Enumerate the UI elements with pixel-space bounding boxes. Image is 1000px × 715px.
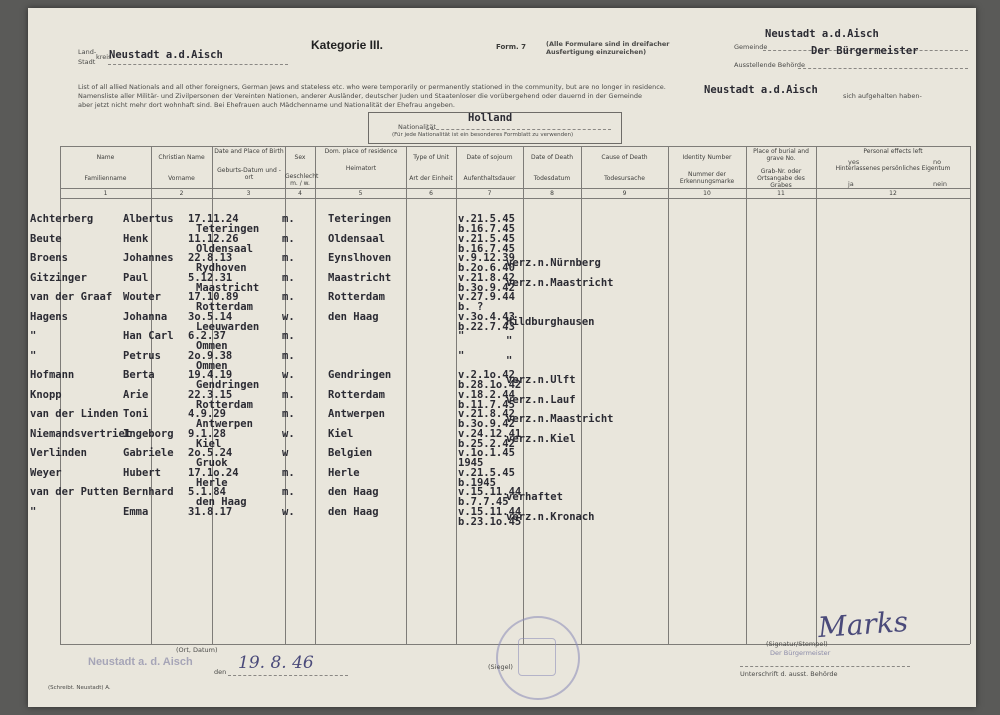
- row-surname: van der Linden: [30, 408, 119, 420]
- row-sojourn-from: v.27.9.44: [458, 291, 515, 303]
- date-handwritten: 19. 8. 46: [238, 653, 314, 673]
- row-sex: m.: [282, 330, 295, 342]
- row-birth-place: Gendringen: [196, 379, 260, 391]
- row-home-town: Teteringen: [328, 213, 392, 225]
- row-home-town: Antwerpen: [328, 408, 385, 420]
- nationality-note: (Für jede Nationalität ist ein besonderes Formblatt zu verwenden): [392, 132, 574, 138]
- table-header-border: [60, 188, 970, 189]
- col-num-4: 4: [298, 190, 302, 197]
- row-sojourn-from: ": [458, 349, 465, 362]
- row-note: verz.n.Ulft: [506, 374, 576, 386]
- row-birth-place: Teteringen: [196, 223, 260, 235]
- row-birth-date: 11.12.26: [188, 232, 239, 245]
- signature-line: [740, 666, 910, 667]
- date-line: [228, 675, 348, 676]
- row-first-name: Paul: [123, 271, 149, 284]
- col-num-8: 8: [550, 190, 554, 197]
- row-note: Hildburghausen: [506, 315, 595, 328]
- row-first-name: Berta: [123, 369, 155, 381]
- nationality-value: Holland: [468, 112, 513, 124]
- row-first-name: Han Carl: [123, 330, 174, 342]
- ort-stamp: Neustadt a. d. Aisch: [88, 656, 193, 668]
- row-first-name: Bernhard: [123, 486, 174, 498]
- behoerde-value: Der Bürgermeister: [811, 45, 919, 57]
- table-number-border: [60, 198, 970, 199]
- row-first-name: Albertus: [123, 213, 174, 225]
- siegel-label: (Siegel): [488, 663, 513, 671]
- landkreis-label: Land-: [78, 48, 97, 56]
- row-sex: m.: [282, 466, 295, 479]
- row-surname: ": [30, 505, 37, 518]
- behoerde-label: Ausstellende Behörde: [734, 61, 806, 69]
- row-note: verhaftet: [506, 491, 563, 503]
- table-top-border: [60, 146, 970, 147]
- row-note: verz.n.Maastricht: [506, 276, 614, 289]
- effects-ja: ja: [848, 180, 854, 188]
- row-sojourn-to: b.1945: [458, 476, 496, 489]
- row-sex: m.: [282, 213, 295, 225]
- col-line-4: [315, 146, 316, 644]
- row-home-town: Eynslhoven: [328, 252, 392, 264]
- row-sojourn-to: b. ?: [458, 301, 484, 313]
- row-sojourn-to: b.16.7.45: [458, 242, 515, 255]
- kategorie-title: Kategorie III.: [311, 38, 384, 52]
- col-header-effects: Personal effects left Hinterlassenes persönliches Eigentum: [835, 148, 951, 172]
- ort-datum-label: (Ort, Datum): [176, 646, 218, 654]
- col-num-12: 12: [889, 190, 897, 197]
- row-sex: m.: [282, 291, 295, 303]
- row-home-town: den Haag: [328, 505, 379, 518]
- row-sex: m.: [282, 271, 295, 284]
- row-sex: m.: [282, 388, 295, 401]
- row-sojourn-to: b.11.7.45: [458, 398, 515, 411]
- col-header-name: Name Familienname: [84, 154, 127, 182]
- row-first-name: Toni: [123, 408, 149, 420]
- row-sojourn-from: v.21.5.45: [458, 232, 515, 245]
- col-header-death-date: Date of Death Todesdatum: [530, 154, 574, 182]
- row-sojourn-from: v.1o.1.45: [458, 447, 515, 459]
- col-line-9: [668, 146, 669, 644]
- row-birth-place: Gruok: [196, 457, 228, 469]
- row-first-name: Ingeborg: [123, 427, 174, 440]
- stadt-label: Stadt: [78, 58, 96, 66]
- effects-yes: yes: [848, 158, 860, 166]
- row-first-name: Johanna: [123, 310, 168, 323]
- row-birth-place: Rotterdam: [196, 398, 253, 411]
- row-sojourn-to: b.25.2.42: [458, 437, 515, 450]
- row-surname: Gitzinger: [30, 271, 87, 284]
- row-first-name: Petrus: [123, 349, 161, 362]
- col-num-2: 2: [179, 190, 184, 197]
- row-home-town: Rotterdam: [328, 291, 385, 303]
- row-surname: Hagens: [30, 310, 68, 323]
- row-surname: Broens: [30, 252, 68, 264]
- col-line-11: [816, 146, 817, 644]
- signature-label: (Signatur/Stempel): [766, 640, 828, 648]
- row-sojourn-to: 1945: [458, 457, 484, 469]
- row-surname: ": [30, 330, 37, 342]
- row-birth-date: 9.1.28: [188, 427, 226, 440]
- row-surname: Hofmann: [30, 369, 75, 381]
- form-note-2: Ausfertigung einzureichen): [546, 48, 647, 56]
- row-sojourn-to: b.7.7.45: [458, 496, 509, 508]
- intro-english: List of all allied Nationals and all other foreigners, German Jews and stateless etc. who were temporarily or permanently stationed in the community, but are no longer in residence.: [78, 83, 666, 91]
- row-surname: ": [30, 349, 37, 362]
- row-home-town: Rotterdam: [328, 388, 385, 401]
- row-birth-place: Herle: [196, 476, 228, 489]
- row-birth-date: 5.1.84: [188, 486, 226, 498]
- effects-nein: nein: [933, 180, 948, 188]
- kreis-label: kreis: [96, 53, 112, 61]
- row-first-name: Gabriele: [123, 447, 174, 459]
- row-sojourn-from: v.18.2.44: [458, 388, 515, 401]
- row-birth-place: den Haag: [196, 496, 247, 508]
- row-birth-date: 2o.9.38: [188, 349, 233, 362]
- row-birth-place: Rydhoven: [196, 262, 247, 274]
- row-sojourn-to: b.3o.9.42: [458, 418, 515, 430]
- document-sheet: [28, 8, 976, 707]
- row-home-town: den Haag: [328, 486, 379, 498]
- row-sojourn-to: b.3o.9.42: [458, 281, 515, 294]
- row-sex: m.: [282, 252, 295, 264]
- row-sojourn-from: ": [458, 330, 465, 342]
- row-surname: Achterberg: [30, 213, 94, 225]
- row-sojourn-from: v.21.8.42: [458, 408, 515, 420]
- col-num-1: 1: [103, 190, 108, 197]
- col-header-sex: Sex Geschlecht m. / w.: [285, 154, 319, 187]
- col-num-3: 3: [246, 190, 251, 197]
- row-note: ": [506, 354, 513, 367]
- row-sex: m.: [282, 486, 295, 498]
- row-birth-place: Rotterdam: [196, 301, 253, 313]
- signature-sub: Der Bürgermeister: [770, 649, 831, 657]
- row-home-town: Oldensaal: [328, 232, 385, 245]
- row-sojourn-from: v.15.11.44: [458, 486, 522, 498]
- row-home-town: den Haag: [328, 310, 379, 323]
- intro-german-2: aber jetzt nicht mehr dort wohnhaft sind. Bei Ehefrauen auch Mädchenname und Nationalität der Ehefrau angeben.: [78, 101, 455, 109]
- col-num-10: 10: [703, 190, 711, 197]
- landkreis-value: Neustadt a.d.Aisch: [109, 49, 223, 61]
- row-sojourn-to: b.22.7.43: [458, 320, 515, 333]
- row-surname: Beute: [30, 232, 62, 245]
- row-birth-date: 4.9.29: [188, 408, 226, 420]
- row-first-name: Henk: [123, 232, 149, 245]
- row-sojourn-from: v.21.5.45: [458, 213, 515, 225]
- row-surname: van der Graaf: [30, 291, 113, 303]
- signature-handwritten: Marks: [816, 604, 910, 645]
- col-num-11: 11: [777, 190, 785, 197]
- seal-crest: [518, 638, 556, 676]
- col-num-5: 5: [358, 190, 363, 197]
- col-line-10: [746, 146, 747, 644]
- col-num-7: 7: [487, 190, 492, 197]
- row-surname: van der Putten: [30, 486, 119, 498]
- row-home-town: Gendringen: [328, 369, 392, 381]
- col-header-sojourn: Date of sojourn Aufenthaltsdauer: [463, 154, 516, 182]
- row-birth-date: 17.10.89: [188, 291, 239, 303]
- form-note-1: (Alle Formulare sind in dreifacher: [546, 40, 670, 48]
- form-number: Form. 7: [496, 43, 527, 51]
- col-header-burial: Place of burial and grave No. Grab-Nr. oder Ortsangabe des Grabes: [753, 148, 809, 189]
- row-sojourn-to: b.2o.6.40: [458, 262, 515, 274]
- row-birth-place: Oldensaal: [196, 242, 253, 255]
- signature-caption: Unterschrift d. ausst. Behörde: [740, 670, 838, 678]
- col-header-birth: Date and Place of Birth Geburts-Datum und -ort: [214, 148, 284, 181]
- den-label: den: [214, 668, 227, 676]
- row-sojourn-from: v.2.1o.42: [458, 369, 515, 381]
- effects-no: no: [933, 158, 942, 166]
- row-sex: w.: [282, 310, 295, 323]
- row-birth-place: Ommen: [196, 340, 228, 352]
- row-surname: Niemandsvertriet: [30, 427, 132, 440]
- row-sojourn-to: b.23.1o.45: [458, 515, 522, 528]
- place-typed: Neustadt a.d.Aisch: [704, 84, 818, 96]
- gemeinde-label: Gemeinde: [734, 43, 768, 51]
- row-note: verz.n.Nürnberg: [506, 257, 601, 269]
- row-birth-place: Maastricht: [196, 281, 260, 294]
- row-sojourn-from: v.3o.4.43: [458, 310, 515, 323]
- col-num-6: 6: [429, 190, 433, 197]
- row-sojourn-to: b.16.7.45: [458, 223, 515, 235]
- nationality-label: Nationalität: [398, 123, 436, 131]
- row-birth-date: 22.3.15: [188, 388, 233, 401]
- row-sex: w.: [282, 427, 295, 440]
- row-birth-date: 19.4.19: [188, 369, 233, 381]
- row-note: ": [506, 335, 513, 347]
- col-header-identity: Identity Number Nummer der Erkennungsmarke: [679, 154, 735, 185]
- row-first-name: Emma: [123, 505, 149, 518]
- landkreis-line: [108, 64, 288, 65]
- row-surname: Verlinden: [30, 447, 87, 459]
- row-sojourn-from: v.21.5.45: [458, 466, 515, 479]
- row-home-town: Kiel: [328, 427, 354, 440]
- row-sojourn-from: v.9.12.39: [458, 252, 515, 264]
- row-sojourn-to: b.28.1o.42: [458, 379, 522, 391]
- row-surname: Weyer: [30, 466, 62, 479]
- row-sojourn-from: v.21.8.42: [458, 271, 515, 284]
- row-birth-date: 2o.5.24: [188, 447, 233, 459]
- row-birth-place: Antwerpen: [196, 418, 253, 430]
- row-birth-place: Leeuwarden: [196, 320, 260, 333]
- row-birth-place: Kiel: [196, 437, 222, 450]
- row-surname: Knopp: [30, 388, 62, 401]
- col-header-christian-name: Christian Name Vorname: [158, 154, 205, 182]
- col-line-12: [970, 146, 971, 644]
- row-first-name: Arie: [123, 388, 149, 401]
- nationality-line: [426, 129, 611, 130]
- place-suffix: sich aufgehalten haben-: [843, 92, 922, 100]
- row-sex: m.: [282, 232, 295, 245]
- col-header-unit: Type of Unit Art der Einheit: [409, 154, 453, 182]
- row-birth-date: 5.12.31: [188, 271, 233, 284]
- row-sex: w: [282, 447, 289, 459]
- row-note: verz.n.Kronach: [506, 510, 595, 523]
- gemeinde-value: Neustadt a.d.Aisch: [765, 28, 879, 40]
- behoerde-line: [798, 68, 968, 69]
- row-sex: m.: [282, 349, 295, 362]
- row-birth-date: 17.1o.24: [188, 466, 239, 479]
- row-note: verz.n.Kiel: [506, 432, 576, 445]
- row-sex: m.: [282, 408, 295, 420]
- row-birth-date: 6.2.37: [188, 330, 226, 342]
- row-birth-date: 17.11.24: [188, 213, 239, 225]
- row-first-name: Wouter: [123, 291, 161, 303]
- row-birth-date: 31.8.17: [188, 505, 233, 518]
- row-birth-place: Ommen: [196, 359, 228, 372]
- row-sex: w.: [282, 369, 295, 381]
- row-sex: w.: [282, 505, 295, 518]
- row-birth-date: 22.8.13: [188, 252, 233, 264]
- row-note: verz.n.Maastricht: [506, 413, 614, 425]
- col-line-5: [406, 146, 407, 644]
- row-home-town: Belgien: [328, 447, 373, 459]
- row-note: verz.n.Lauf: [506, 393, 576, 406]
- col-header-residence: Dom. place of residence Heimatort: [324, 148, 398, 172]
- col-line-6: [456, 146, 457, 644]
- col-num-9: 9: [622, 190, 627, 197]
- row-birth-date: 3o.5.14: [188, 310, 233, 323]
- official-seal-stamp: [496, 616, 580, 700]
- row-home-town: Herle: [328, 466, 360, 479]
- col-line-8: [581, 146, 582, 644]
- row-first-name: Hubert: [123, 466, 161, 479]
- intro-german-1: Namensliste aller Militär- und Zivilpersonen der Vereinten Nationen, anderer Ausländer, deutscher Juden und Staatenloser die vorübergehend oder dauernd in der Gemeinde: [78, 92, 642, 100]
- row-sojourn-from: v.24.12.41: [458, 427, 522, 440]
- row-sojourn-from: v.15.11.44: [458, 505, 522, 518]
- row-home-town: Maastricht: [328, 271, 392, 284]
- row-first-name: Johannes: [123, 252, 174, 264]
- col-header-death-cause: Cause of Death Todesursache: [601, 154, 648, 182]
- printer-note: (Schreibt. Neustadt) A.: [48, 685, 111, 691]
